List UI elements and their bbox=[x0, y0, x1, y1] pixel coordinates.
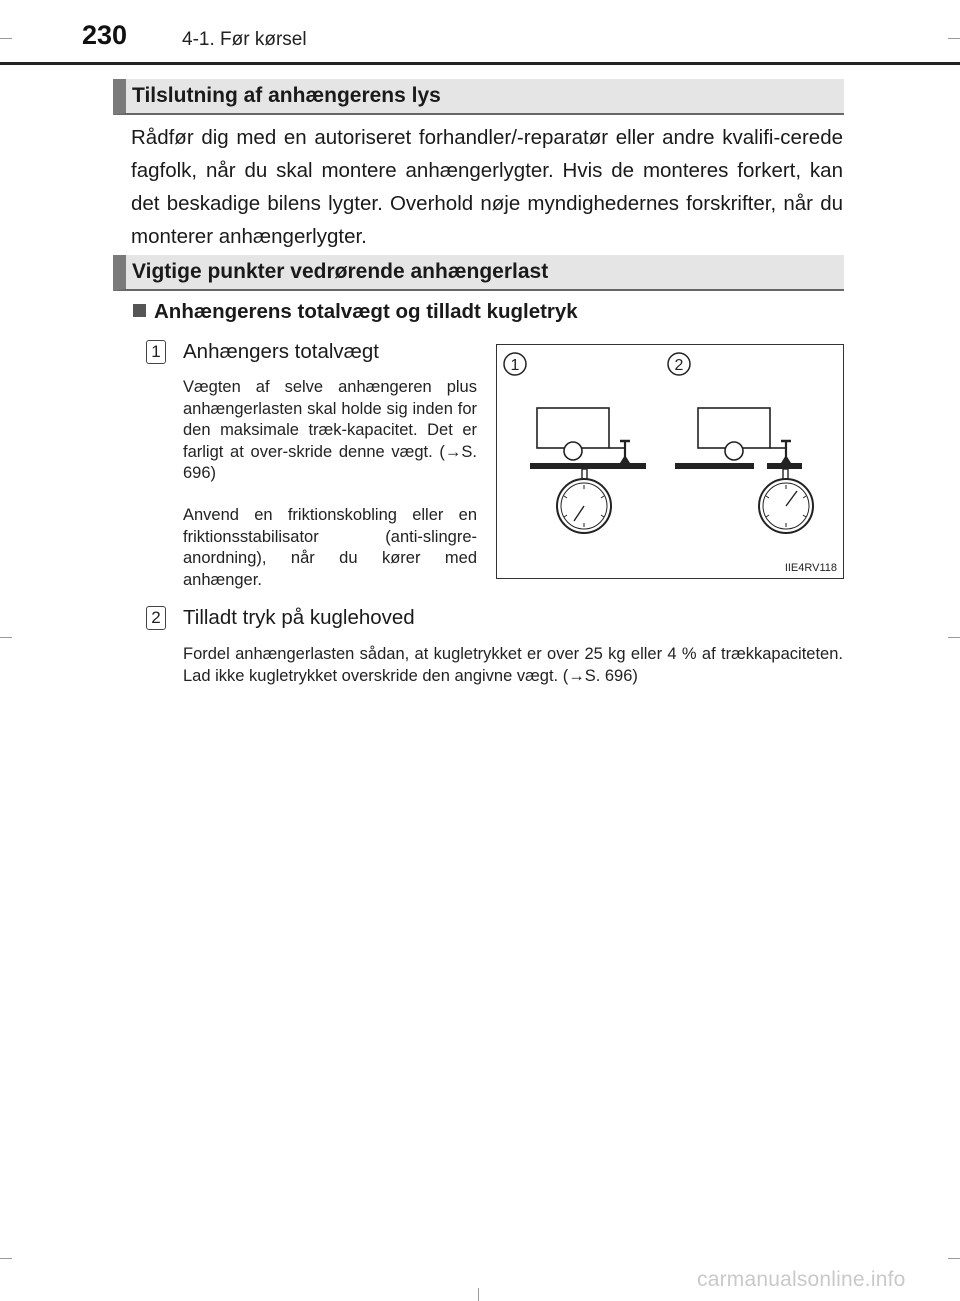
square-bullet-icon bbox=[133, 304, 146, 317]
watermark: carmanualsonline.info bbox=[697, 1268, 906, 1291]
figure-label-2: 2 bbox=[674, 357, 684, 374]
trailer-scale-illustration bbox=[497, 345, 842, 577]
figure-code: IIE4RV118 bbox=[784, 562, 837, 574]
item-text-total-weight: Vægten af selve anhængeren plus anhængerlasten skal holde sig inden for den maksimale træk-kapacitet. Det er farligt at over-skride denne vægt. (→S. 696) bbox=[183, 378, 477, 482]
crop-mark bbox=[0, 637, 12, 638]
crop-mark bbox=[948, 1258, 960, 1259]
crop-mark bbox=[0, 38, 12, 39]
section-body-trailer-lights: Rådfør dig med en autoriseret forhandler/-reparatør eller andre kvalifi-cerede fagfolk, når du skal montere anhængerlygter. Hvis de monteres forkert, kan det beskadige bilens lygter. Overhold nøje myndighedernes forskrifter, når du monterer anhængerlygter. bbox=[131, 126, 843, 248]
ball-pressure-on-scale-icon bbox=[675, 408, 813, 533]
section-reference: 4-1. Før kørsel bbox=[182, 29, 307, 50]
crop-mark bbox=[0, 1258, 12, 1259]
section-title-trailer-load: Vigtige punkter vedrørende anhængerlast bbox=[113, 255, 844, 291]
crop-mark bbox=[948, 38, 960, 39]
item-title-ball-pressure: Tilladt tryk på kuglehoved bbox=[183, 606, 415, 629]
item-text-friction-coupling: Anvend en friktionskobling eller en friktionsstabilisator (anti-slingre-anordning), når du kører med anhænger. bbox=[183, 506, 477, 589]
figure-label-1: 1 bbox=[510, 357, 520, 374]
header-rule bbox=[0, 62, 960, 65]
item-number-badge: 2 bbox=[146, 606, 166, 630]
crop-mark bbox=[478, 1288, 479, 1301]
section-title-trailer-lights: Tilslutning af anhængerens lys bbox=[113, 79, 844, 115]
item-title-total-weight: Anhængers totalvægt bbox=[183, 340, 380, 363]
subheading-text: Anhængerens totalvægt og tilladt kugletryk bbox=[154, 300, 578, 323]
trailer-weight-figure bbox=[496, 344, 844, 579]
item-number-badge: 1 bbox=[146, 340, 166, 364]
trailer-on-scale-icon bbox=[530, 408, 646, 533]
page-number: 230 bbox=[82, 20, 128, 50]
item-text-ball-pressure: Fordel anhængerlasten sådan, at kugletrykket er over 25 kg eller 4 % af trækkapaciteten. Lad ikke kugletrykket overskride den angivne vægt. (→S. 696) bbox=[183, 645, 843, 685]
subheading bbox=[133, 300, 578, 324]
crop-mark bbox=[948, 637, 960, 638]
